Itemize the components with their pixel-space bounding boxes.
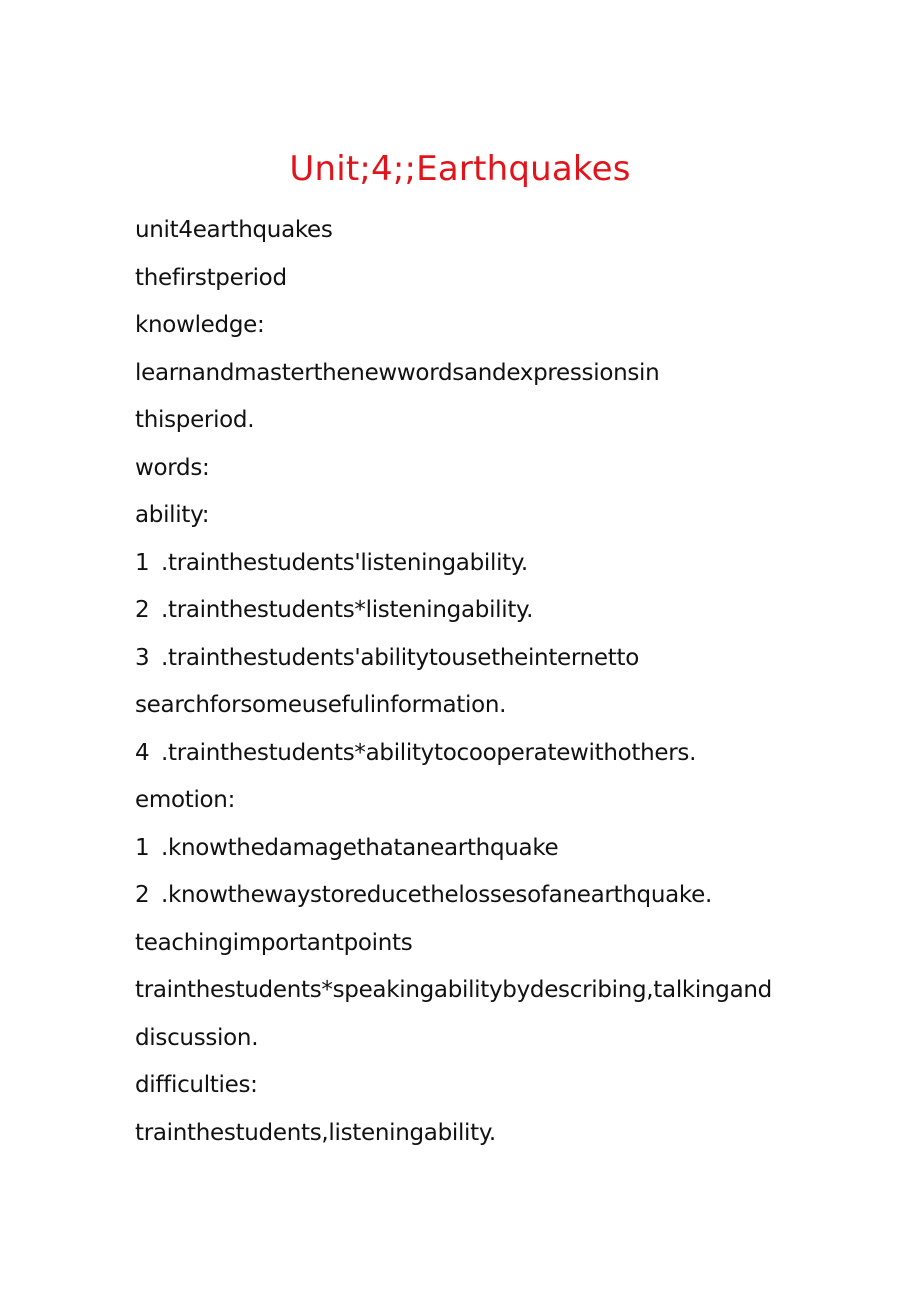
line-number: 3 xyxy=(135,644,150,671)
line-text: emotion: xyxy=(135,787,236,813)
text-line xyxy=(135,445,835,493)
numbered-line xyxy=(135,872,835,920)
text-line xyxy=(135,397,835,445)
numbered-line xyxy=(135,730,835,778)
line-text: .knowthewaystoreducethelossesofanearthquake. xyxy=(161,882,712,908)
text-line xyxy=(135,920,835,968)
numbered-line xyxy=(135,825,835,873)
line-text: searchforsomeusefulinformation. xyxy=(135,692,507,718)
line-text: difficulties: xyxy=(135,1072,258,1098)
text-line xyxy=(135,302,835,350)
document-title: Unit;4;;Earthquakes xyxy=(289,149,631,189)
line-number: 1 xyxy=(135,549,150,576)
line-text: .knowthedamagethatanearthquake xyxy=(161,834,559,861)
line-text: .trainthestudents'abilitytousetheinternetto xyxy=(161,644,639,671)
line-text: knowledge: xyxy=(135,312,265,338)
line-text: thefirstperiod xyxy=(135,264,287,291)
text-line xyxy=(135,1015,835,1063)
line-text: ability: xyxy=(135,502,210,528)
line-text: .trainthestudents*listeningability. xyxy=(161,597,534,623)
numbered-line xyxy=(135,635,835,683)
document-body xyxy=(135,207,835,1157)
text-line xyxy=(135,967,835,1015)
line-text: words: xyxy=(135,454,210,481)
line-text: unit4earthquakes xyxy=(135,217,333,243)
line-text: trainthestudents*speakingabilitybydescribing,talkingand xyxy=(135,977,772,1003)
text-line xyxy=(135,1110,835,1158)
line-text: teachingimportantpoints xyxy=(135,929,413,956)
numbered-line xyxy=(135,540,835,588)
line-text: discussion. xyxy=(135,1024,259,1051)
text-line xyxy=(135,682,835,730)
line-number: 2 xyxy=(135,882,150,908)
text-line xyxy=(135,492,835,540)
line-text: .trainthestudents'listeningability. xyxy=(161,549,528,576)
text-line xyxy=(135,1062,835,1110)
numbered-line xyxy=(135,587,835,635)
line-number: 1 xyxy=(135,834,150,861)
line-text: learnandmasterthenewwordsandexpressionsin xyxy=(135,359,660,386)
text-line xyxy=(135,777,835,825)
text-line xyxy=(135,350,835,398)
line-text: trainthestudents,listeningability. xyxy=(135,1119,496,1146)
line-text: thisperiod. xyxy=(135,407,255,433)
line-text: .trainthestudents*abilitytocooperatewithothers. xyxy=(161,739,697,766)
line-number: 4 xyxy=(135,739,150,766)
text-line xyxy=(135,255,835,303)
text-line xyxy=(135,207,835,255)
line-number: 2 xyxy=(135,597,150,623)
